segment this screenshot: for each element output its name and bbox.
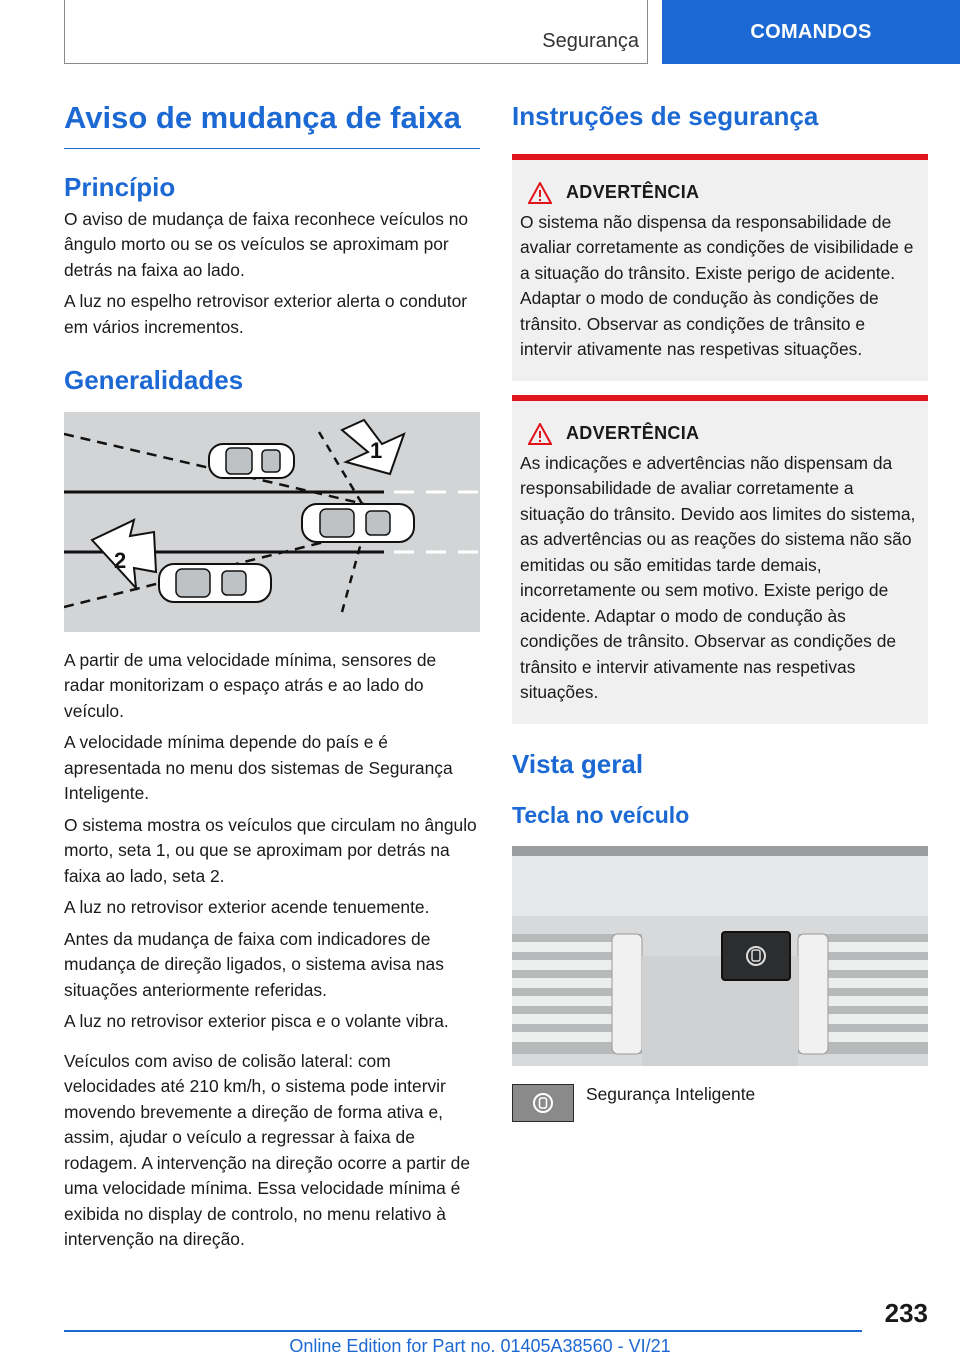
page-number: 233 <box>884 1298 928 1328</box>
car-top-lane <box>209 444 294 478</box>
warning-2-title: ADVERTÊNCIA <box>566 423 700 444</box>
dashboard-button-photo <box>512 846 928 1066</box>
overview-heading: Vista geral <box>512 748 644 779</box>
body-paragraph-4: A luz no retrovisor exterior acende tenuemente. <box>64 897 430 918</box>
left-air-vent <box>512 934 642 1054</box>
body-paragraph-1: A partir de uma velocidade mínima, sensores de radar monitorizam o espaço atrás e ao lado do veículo. <box>64 649 437 721</box>
arrow-1-label: 1 <box>370 437 383 463</box>
warning-triangle-icon <box>528 423 552 445</box>
button-heading: Tecla no veículo <box>512 801 690 828</box>
warning-2-text: As indicações e advertências não dispensam da responsabilidade de avaliar corretamente a situação do trânsito. Devido aos limites do sistema, as advertências ou as reações do sistema não são emitidas ou são emitidas tarde demais, incorretamente ou sem motivo. Existe perigo de acidente. Adaptar o modo de condução às condições de trânsito. Observar as condições de trânsito e intervir ativamente nas respetivas situações. <box>520 452 916 703</box>
footer-divider <box>64 1330 862 1332</box>
left-column <box>64 100 480 1253</box>
lane-change-illustration <box>64 412 480 632</box>
intelligent-safety-icon <box>531 1091 555 1115</box>
button-legend-row <box>512 1084 928 1122</box>
right-air-vent <box>798 934 928 1054</box>
car-bottom-lane <box>159 564 271 602</box>
principle-paragraph-1: O aviso de mudança de faixa reconhece veículos no ângulo morto ou se os veículos se aproximam por detrás na faixa ao lado. <box>64 208 469 280</box>
intelligent-safety-button-icon <box>512 1084 574 1122</box>
warning-box-1 <box>512 154 928 381</box>
own-car <box>302 504 414 542</box>
principle-heading: Princípio <box>64 171 176 202</box>
button-legend-label: Segurança Inteligente <box>586 1084 756 1105</box>
general-heading: Generalidades <box>64 365 244 396</box>
warning-1-title: ADVERTÊNCIA <box>566 182 700 203</box>
header-chapter-tab: COMANDOS <box>662 0 960 64</box>
body-paragraph-6: A luz no retrovisor exterior pisca e o volante vibra. <box>64 1011 449 1032</box>
body-paragraph-2: A velocidade mínima depende do país e é apresentada no menu dos sistemas de Segurança Inteligente. <box>64 732 453 804</box>
safety-heading: Instruções de segurança <box>512 101 819 131</box>
right-column <box>512 100 928 1122</box>
header-section-box <box>64 0 648 64</box>
footer-edition: Online Edition for Part no. 01405A38560 - VI/21 <box>289 1336 671 1356</box>
arrow-2-label: 2 <box>114 547 127 573</box>
warning-box-2 <box>512 395 928 724</box>
warning-1-text: O sistema não dispensa da responsabilidade de avaliar corretamente as condições de visibilidade e a situação do trânsito. Existe perigo de acidente. Adaptar o modo de condução às condições de trânsito. Observar as condições de trânsito e intervir ativamente nas respetivas situações. <box>520 211 914 360</box>
warning-triangle-icon <box>528 182 552 204</box>
body-paragraph-5: Antes da mudança de faixa com indicadores de mudança de direção ligados, o sistema avisa nas situações anteriormente referidas. <box>64 928 444 1000</box>
principle-paragraph-2: A luz no espelho retrovisor exterior alerta o condutor em vários incrementos. <box>64 291 468 337</box>
body-paragraph-3: O sistema mostra os veículos que circulam no ângulo morto, seta 1, ou que se aproximam por detrás na faixa ao lado, seta 2. <box>64 814 477 886</box>
body-paragraph-7: Veículos com aviso de colisão lateral: com velocidades até 210 km/h, o sistema pode intervir movendo brevemente a direção de forma ativa e, assim, ajudar o veículo a regressar à faixa de rodagem. A intervenção na direção ocorre a partir de uma velocidade mínima. Essa velocidade mínima é exibida no display de controlo, no menu relativo à intervenção na direção. <box>64 1050 471 1250</box>
header-section-title: Segurança <box>542 30 639 52</box>
intelligent-safety-button <box>722 932 790 980</box>
page-title: Aviso de mudança de faixa <box>64 100 480 149</box>
